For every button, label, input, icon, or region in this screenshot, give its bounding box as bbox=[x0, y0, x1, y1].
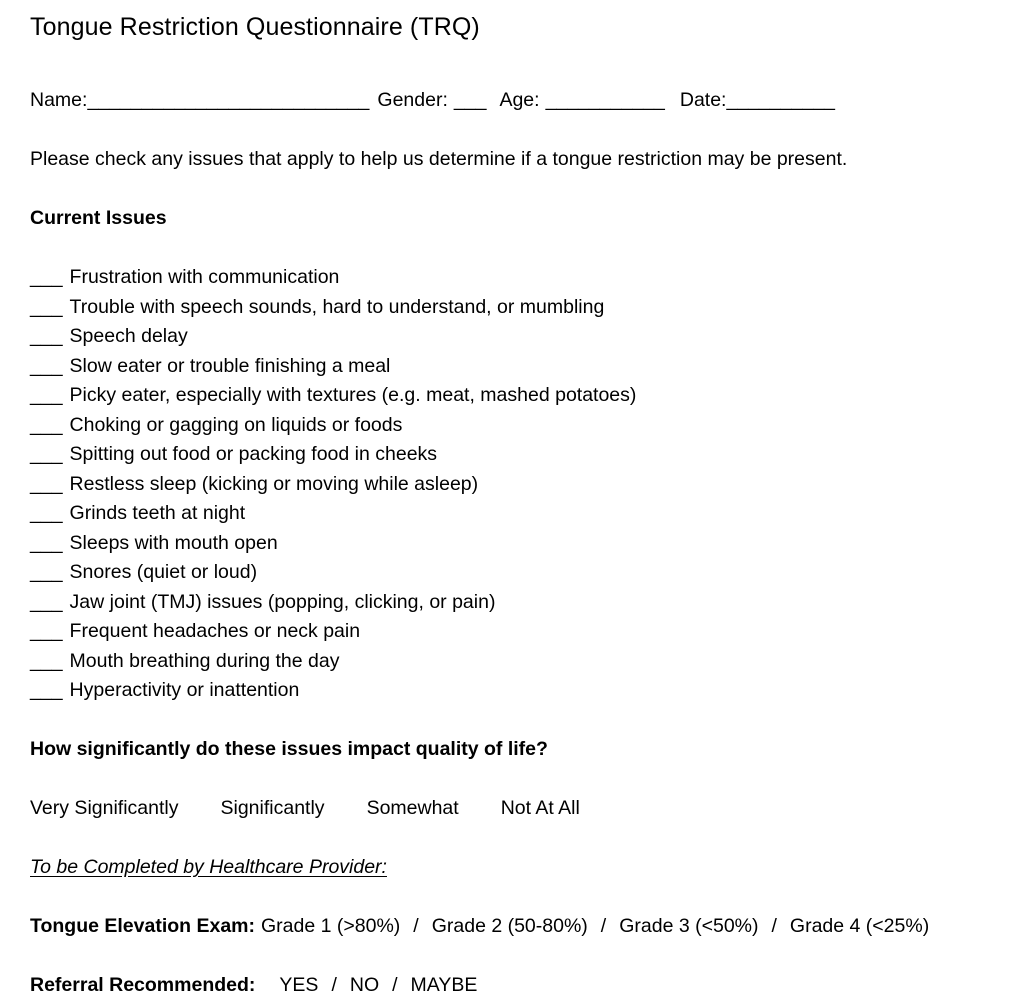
page-title: Tongue Restriction Questionnaire (TRQ) bbox=[30, 13, 480, 41]
impact-options-row bbox=[30, 794, 1000, 824]
grade-item bbox=[759, 915, 930, 937]
checklist-item bbox=[30, 529, 1000, 559]
checklist-item-label: Mouth breathing during the day bbox=[69, 649, 340, 672]
checklist-item bbox=[30, 470, 1000, 500]
current-issues-list bbox=[30, 263, 1000, 706]
checkbox-blank[interactable]: ___ bbox=[30, 561, 63, 583]
slash-separator: / bbox=[331, 974, 337, 996]
checklist-item-label: Trouble with speech sounds, hard to understand, or mumbling bbox=[69, 295, 605, 318]
checklist-item bbox=[30, 322, 1000, 352]
checkbox-blank[interactable]: ___ bbox=[30, 590, 63, 613]
referral-item bbox=[379, 974, 477, 996]
checkbox-blank[interactable]: ___ bbox=[30, 531, 63, 554]
current-issues-heading: Current Issues bbox=[30, 207, 167, 229]
checklist-item bbox=[30, 558, 1000, 588]
checklist-item-label: Spitting out food or packing food in cheeks bbox=[69, 443, 438, 465]
checklist-item-label: Picky eater, especially with textures (e.g. meat, mashed potatoes) bbox=[69, 384, 637, 406]
gender-label: Gender: bbox=[377, 89, 448, 111]
checklist-item bbox=[30, 293, 1000, 323]
instructions-text: Please check any issues that apply to help us determine if a tongue restriction may be present. bbox=[30, 148, 848, 170]
grade-option[interactable]: Grade 4 (<25%) bbox=[789, 915, 930, 937]
checklist-item-label: Choking or gagging on liquids or foods bbox=[69, 413, 403, 436]
checkbox-blank[interactable]: ___ bbox=[30, 295, 63, 318]
checkbox-blank[interactable]: ___ bbox=[30, 502, 63, 524]
age-label: Age: bbox=[499, 89, 540, 111]
impact-question-heading: How significantly do these issues impact quality of life? bbox=[30, 738, 548, 760]
checklist-item bbox=[30, 411, 1000, 441]
checklist-item bbox=[30, 381, 1000, 411]
slash-separator: / bbox=[392, 974, 398, 996]
gender-blank-field[interactable]: ___ bbox=[453, 89, 487, 111]
date-label: Date: bbox=[679, 89, 727, 111]
impact-option[interactable]: Very Significantly bbox=[30, 797, 179, 819]
checklist-item-label: Slow eater or trouble finishing a meal bbox=[69, 354, 391, 377]
date-blank-field[interactable]: __________ bbox=[726, 89, 835, 111]
provider-section-heading: To be Completed by Healthcare Provider: bbox=[30, 856, 387, 878]
referral-option[interactable]: NO bbox=[349, 974, 380, 996]
name-blank-field[interactable]: __________________________ bbox=[87, 89, 370, 111]
grade-item bbox=[261, 915, 400, 937]
referral-item bbox=[318, 974, 379, 996]
checklist-item-label: Hyperactivity or inattention bbox=[69, 679, 300, 701]
impact-option[interactable]: Somewhat bbox=[366, 797, 459, 819]
referral-option[interactable]: YES bbox=[279, 974, 319, 996]
checkbox-blank[interactable]: ___ bbox=[30, 620, 63, 642]
referral-option[interactable]: MAYBE bbox=[410, 974, 478, 996]
grade-item bbox=[588, 915, 759, 937]
slash-separator: / bbox=[413, 915, 419, 937]
checklist-item-label: Snores (quiet or loud) bbox=[69, 561, 258, 583]
checklist-item-label: Grinds teeth at night bbox=[69, 502, 246, 524]
grade-option[interactable]: Grade 3 (<50%) bbox=[619, 915, 759, 937]
grade-option[interactable]: Grade 1 (>80%) bbox=[261, 915, 401, 937]
slash-separator: / bbox=[600, 915, 607, 937]
checklist-item bbox=[30, 676, 1000, 706]
checklist-item bbox=[30, 647, 1000, 677]
checklist-item-label: Frustration with communication bbox=[69, 266, 340, 288]
checklist-item-label: Speech delay bbox=[69, 325, 188, 347]
checklist-item bbox=[30, 588, 1000, 618]
checklist-item-label: Frequent headaches or neck pain bbox=[69, 620, 361, 642]
checkbox-blank[interactable]: ___ bbox=[30, 384, 63, 406]
patient-info-row bbox=[30, 86, 1000, 116]
checklist-item-label: Restless sleep (kicking or moving while asleep) bbox=[69, 472, 479, 495]
referral-label: Referral Recommended: bbox=[30, 974, 256, 996]
checkbox-blank[interactable]: ___ bbox=[30, 413, 63, 436]
checklist-item bbox=[30, 499, 1000, 529]
checkbox-blank[interactable]: ___ bbox=[30, 649, 63, 672]
grade-option[interactable]: Grade 2 (50-80%) bbox=[431, 915, 588, 937]
referral-item bbox=[279, 974, 318, 996]
checklist-item-label: Sleeps with mouth open bbox=[69, 531, 278, 554]
elevation-exam-label: Tongue Elevation Exam: bbox=[30, 915, 256, 937]
age-blank-field[interactable]: ___________ bbox=[545, 89, 665, 111]
checklist-item bbox=[30, 263, 1000, 293]
name-label: Name: bbox=[30, 89, 88, 111]
slash-separator: / bbox=[771, 915, 777, 937]
impact-option[interactable]: Not At All bbox=[500, 797, 580, 819]
checkbox-blank[interactable]: ___ bbox=[30, 472, 63, 495]
checkbox-blank[interactable]: ___ bbox=[30, 354, 63, 377]
checklist-item bbox=[30, 352, 1000, 382]
referral-row bbox=[30, 971, 1000, 1001]
impact-option[interactable]: Significantly bbox=[220, 797, 325, 819]
checkbox-blank[interactable]: ___ bbox=[30, 266, 63, 288]
checkbox-blank[interactable]: ___ bbox=[30, 443, 63, 465]
checkbox-blank[interactable]: ___ bbox=[30, 325, 63, 347]
referral-options bbox=[279, 974, 477, 996]
grade-item bbox=[400, 915, 588, 937]
checkbox-blank[interactable]: ___ bbox=[30, 679, 63, 701]
checklist-item bbox=[30, 440, 1000, 470]
elevation-exam-row bbox=[30, 912, 1000, 942]
checklist-item bbox=[30, 617, 1000, 647]
checklist-item-label: Jaw joint (TMJ) issues (popping, clicking, or pain) bbox=[69, 590, 496, 613]
elevation-grade-options bbox=[261, 915, 929, 937]
